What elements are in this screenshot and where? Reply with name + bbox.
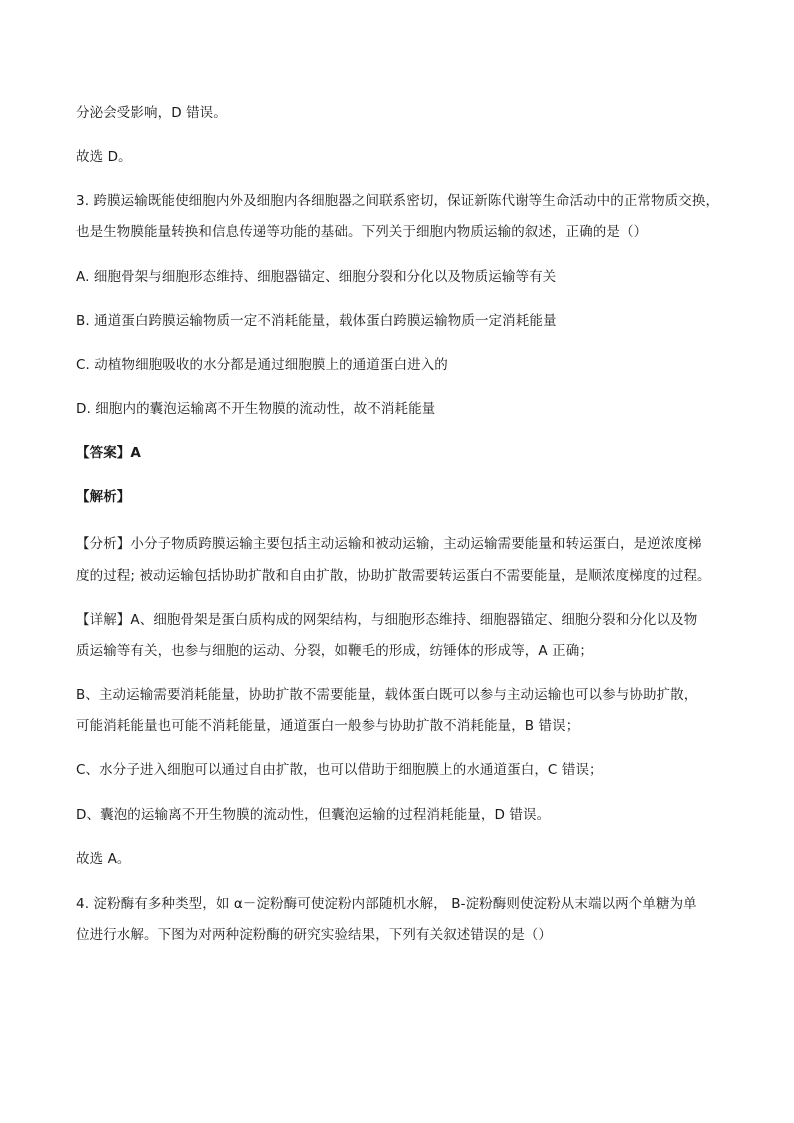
option-d: D. 细胞内的囊泡运输离不开生物膜的流动性，故不消耗能量 [76, 401, 436, 417]
question-4-stem: 4. 淀粉酶有多种类型，如 α－淀粉酶可使淀粉内部随机水解， B-淀粉酶则使淀粉从末端以两个单糖为单 [76, 896, 697, 912]
option-b: B. 通道蛋白跨膜运输物质一定不消耗能量，载体蛋白跨膜运输物质一定消耗能量 [76, 313, 557, 329]
text-line: 故选 D。 [76, 149, 132, 165]
analysis-heading: 【解析】 [76, 489, 131, 505]
conclusion-text: 故选 A。 [76, 851, 131, 867]
detail-text: D、囊泡的运输离不开生物膜的流动性，但囊泡运输的过程消耗能量，D 错误。 [76, 807, 551, 823]
answer-label: 【答案】A [76, 445, 141, 461]
detail-text: B、主动运输需要消耗能量，协助扩散不需要能量，载体蛋白既可以参与主动运输也可以参与协助扩散， [76, 687, 698, 703]
option-c: C. 动植物细胞吸收的水分都是通过细胞膜上的通道蛋白进入的 [76, 357, 448, 373]
analysis-text: 【分析】小分子物质跨膜运输主要包括主动运输和被动运输，主动运输需要能量和转运蛋白，是逆浓度梯 [76, 536, 702, 552]
question-3-stem: 3. 跨膜运输既能使细胞内外及细胞内各细胞器之间联系密切，保证新陈代谢等生命活动中的正常物质交换， [76, 193, 720, 209]
analysis-text: 度的过程; 被动运输包括协助扩散和自由扩散，协助扩散需要转运蛋白不需要能量，是顺浓度梯度的过程。 [76, 568, 711, 584]
question-3-stem: 也是生物膜能量转换和信息传递等功能的基础。下列关于细胞内物质运输的叙述，正确的是（） [76, 224, 648, 240]
detail-text: 【详解】A、细胞骨架是蛋白质构成的网架结构，与细胞形态维持、细胞器锚定、细胞分裂和分化以及物 [76, 612, 698, 628]
detail-text: C、水分子进入细胞可以通过自由扩散，也可以借助于细胞膜上的水通道蛋白，C 错误； [76, 762, 603, 778]
question-4-stem: 位进行水解。下图为对两种淀粉酶的研究实验结果，下列有关叙述错误的是（） [76, 927, 552, 943]
detail-text: 质运输等有关，也参与细胞的运动、分裂，如鞭毛的形成，纺锤体的形成等，A 正确； [76, 643, 593, 659]
option-a: A. 细胞骨架与细胞形态维持、细胞器锚定、细胞分裂和分化以及物质运输等有关 [76, 269, 557, 285]
text-line: 分泌会受影响，D 错误。 [76, 105, 227, 121]
detail-text: 可能消耗能量也可能不消耗能量，通道蛋白一般参与协助扩散不消耗能量，B 错误； [76, 718, 580, 734]
